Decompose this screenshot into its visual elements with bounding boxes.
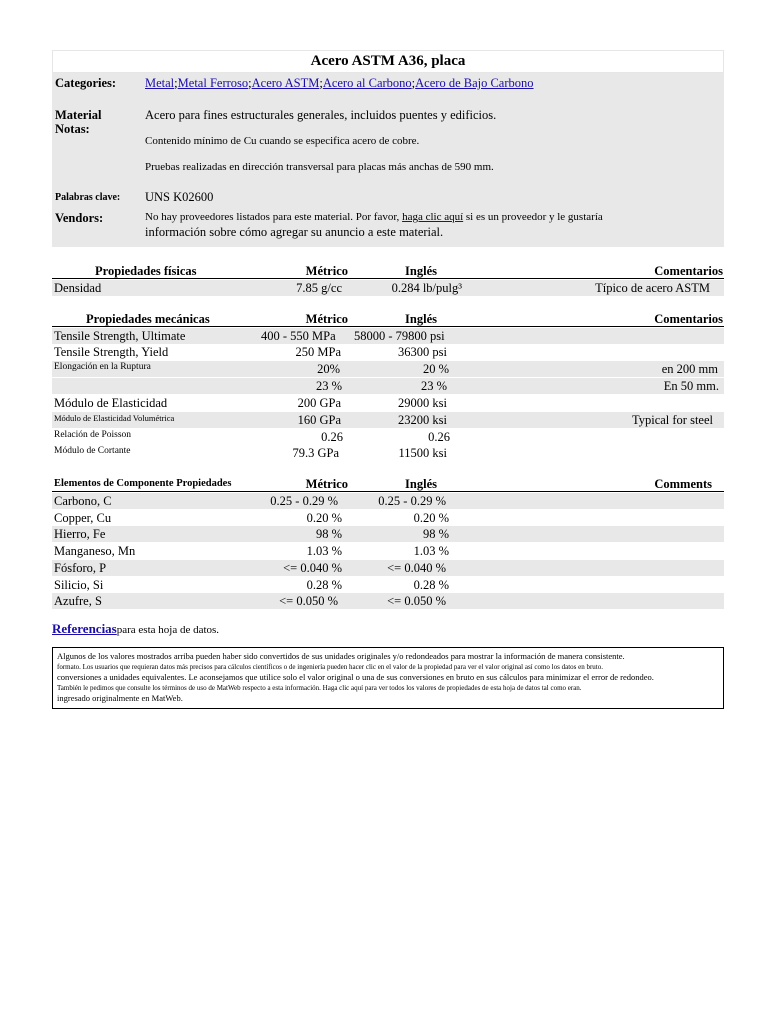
english-value[interactable]: 11500 ksi bbox=[398, 446, 447, 460]
note-3: Pruebas realizadas en dirección transversal para placas más anchas de 590 mm. bbox=[145, 161, 494, 173]
metric-value[interactable]: 1.03 % bbox=[306, 544, 342, 558]
english-value[interactable]: 23 % bbox=[420, 379, 447, 393]
metric-value[interactable]: 0.26 bbox=[321, 430, 343, 444]
metric-value[interactable]: 0.25 - 0.29 % bbox=[270, 494, 338, 508]
property-name: Módulo de Elasticidad bbox=[54, 396, 168, 410]
comment: en 200 mm bbox=[661, 362, 718, 376]
col-header-name: Elementos de Componente Propiedades bbox=[54, 478, 232, 489]
metric-value[interactable]: 250 MPa bbox=[295, 345, 341, 359]
comment: Typical for steel bbox=[631, 413, 713, 427]
element-name: Azufre, S bbox=[54, 594, 102, 608]
metric-value[interactable]: 7.85 g/cc bbox=[296, 281, 342, 295]
col-header-english: Inglés bbox=[405, 312, 437, 326]
vendors-text-line1 bbox=[145, 210, 720, 225]
disclaimer-line: Algunos de los valores mostrados arriba pueden haber sido convertidos de sus unidades originales y/o redondeados para mostrar la información de manera consistente. bbox=[57, 651, 625, 661]
material-info-panel bbox=[52, 73, 724, 247]
metric-value[interactable]: 20% bbox=[317, 362, 340, 376]
element-name: Copper, Cu bbox=[54, 511, 112, 525]
vendors-click-here-link[interactable]: haga clic aquí bbox=[402, 211, 464, 223]
table-row bbox=[52, 577, 724, 593]
note-2: Contenido mínimo de Cu cuando se especifica acero de cobre. bbox=[145, 135, 420, 147]
col-header-name: Propiedades mecánicas bbox=[86, 312, 210, 326]
english-value[interactable]: 0.28 % bbox=[413, 578, 449, 592]
element-name: Silicio, Si bbox=[54, 578, 104, 592]
table-row bbox=[52, 280, 724, 296]
col-header-english: Inglés bbox=[405, 264, 437, 278]
metric-value[interactable]: 98 % bbox=[315, 527, 342, 541]
category-link-ferrous[interactable]: Metal Ferroso bbox=[177, 76, 249, 90]
table-header bbox=[52, 263, 724, 279]
table-row bbox=[52, 510, 724, 526]
table-row bbox=[52, 328, 724, 344]
col-header-metric: Métrico bbox=[305, 264, 348, 278]
property-name: Relación de Poisson bbox=[54, 430, 132, 440]
property-name: Densidad bbox=[54, 281, 102, 295]
table-row bbox=[52, 560, 724, 576]
table-row bbox=[52, 412, 724, 428]
col-header-comments: Comentarios bbox=[654, 264, 723, 278]
table-row bbox=[52, 526, 724, 542]
disclaimer-line: ingresado originalmente en MatWeb. bbox=[57, 693, 183, 703]
english-value[interactable]: <= 0.050 % bbox=[387, 594, 446, 608]
table-header bbox=[52, 476, 724, 492]
metric-value[interactable]: 79.3 GPa bbox=[292, 446, 339, 460]
table-row bbox=[52, 445, 724, 461]
table-row bbox=[52, 593, 724, 609]
note-1: Acero para fines estructurales generales, incluidos puentes y edificios. bbox=[145, 108, 497, 122]
metric-value[interactable]: 200 GPa bbox=[297, 396, 341, 410]
english-value[interactable]: 1.03 % bbox=[413, 544, 449, 558]
disclaimer-line: formato. Los usuarios que requieran datos más precisos para cálculos científicos o de ingeniería pueden hacer clic en el valor de la propiedad para ver el valor original así como los datos en bruto. bbox=[57, 662, 603, 671]
property-name: Tensile Strength, Yield bbox=[54, 345, 169, 359]
table-header bbox=[52, 311, 724, 327]
keywords-value: UNS K02600 bbox=[145, 190, 214, 204]
metric-value[interactable]: <= 0.040 % bbox=[283, 561, 342, 575]
metric-value[interactable]: 23 % bbox=[315, 379, 342, 393]
element-name: Fósforo, P bbox=[54, 561, 107, 575]
col-header-comments: Comentarios bbox=[654, 312, 723, 326]
english-value[interactable]: 98 % bbox=[422, 527, 449, 541]
categories-label: Categories: bbox=[55, 76, 117, 90]
english-value[interactable]: 20 % bbox=[422, 362, 449, 376]
category-link-carbon-steel[interactable]: Acero al Carbono bbox=[322, 76, 412, 90]
table-row bbox=[52, 493, 724, 509]
datasheet-title: Acero ASTM A36, placa bbox=[52, 50, 724, 73]
english-value[interactable]: 0.284 lb/pulg³ bbox=[391, 281, 462, 295]
category-link-metal[interactable]: Metal bbox=[145, 76, 175, 90]
english-value[interactable]: 58000 - 79800 psi bbox=[354, 329, 445, 343]
english-value[interactable]: 29000 ksi bbox=[398, 396, 447, 410]
english-value[interactable]: 0.20 % bbox=[413, 511, 449, 525]
metric-value[interactable]: 0.28 % bbox=[306, 578, 342, 592]
property-name: Elongación en la Ruptura bbox=[54, 362, 151, 372]
vendors-text-pre: No hay proveedores listados para este material. Por favor, bbox=[145, 211, 403, 223]
table-row bbox=[52, 429, 724, 445]
categories-list: Metal;Metal Ferroso;Acero ASTM;Acero al Carbono;Acero de Bajo Carbono bbox=[145, 76, 534, 90]
vendors-text-line2: información sobre cómo agregar su anuncio a este material. bbox=[145, 225, 444, 239]
english-value[interactable]: 0.25 - 0.29 % bbox=[378, 494, 446, 508]
col-header-metric: Métrico bbox=[305, 312, 348, 326]
category-link-low-carbon-steel[interactable]: Acero de Bajo Carbono bbox=[415, 76, 534, 90]
element-name: Carbono, C bbox=[54, 494, 112, 508]
table-row bbox=[52, 361, 724, 377]
metric-value[interactable]: 400 - 550 MPa bbox=[261, 329, 336, 343]
category-link-astm-steel[interactable]: Acero ASTM bbox=[251, 76, 320, 90]
references-link[interactable]: Referencias bbox=[52, 621, 117, 636]
references-text: para esta hoja de datos. bbox=[116, 624, 220, 636]
keywords-label: Palabras clave: bbox=[55, 192, 121, 203]
property-name: Módulo de Elasticidad Volumétrica bbox=[54, 413, 175, 423]
element-name: Hierro, Fe bbox=[54, 527, 106, 541]
disclaimer-line[interactable]: También le pedimos que consulte los términos de uso de MatWeb respecto a esta información. Haga clic aquí para ver todos los valores de propiedades de esta hoja de datos tal como eran. bbox=[57, 683, 582, 692]
property-name: Módulo de Cortante bbox=[54, 446, 131, 456]
comment: Típico de acero ASTM bbox=[595, 281, 710, 295]
table-row bbox=[52, 378, 724, 394]
comment: En 50 mm. bbox=[663, 379, 719, 393]
col-header-name: Propiedades físicas bbox=[95, 264, 197, 278]
disclaimer-line: conversiones a unidades equivalentes. Le aconsejamos que utilice solo el valor original o una de sus conversiones en bruto en sus cálculos para minimizar el error de redondeo. bbox=[57, 672, 654, 682]
table-row bbox=[52, 344, 724, 360]
col-header-comments: Comments bbox=[654, 477, 712, 491]
english-value[interactable]: 36300 psi bbox=[398, 345, 447, 359]
table-row bbox=[52, 543, 724, 559]
vendors-text-post: si es un proveedor y le gustaría bbox=[463, 211, 603, 223]
property-name: Tensile Strength, Ultimate bbox=[54, 329, 186, 343]
notes-label-line2: Notas: bbox=[55, 122, 90, 136]
table-row bbox=[52, 395, 724, 411]
english-value[interactable]: 0.26 bbox=[428, 430, 450, 444]
metric-value[interactable]: 160 GPa bbox=[297, 413, 341, 427]
notes-label-line1: Material bbox=[55, 108, 102, 122]
element-name: Manganeso, Mn bbox=[54, 544, 136, 558]
vendors-label: Vendors: bbox=[55, 211, 104, 225]
col-header-english: Inglés bbox=[405, 477, 437, 491]
metric-value[interactable]: 0.20 % bbox=[306, 511, 342, 525]
metric-value[interactable]: <= 0.050 % bbox=[279, 594, 338, 608]
references-line bbox=[52, 621, 219, 637]
english-value[interactable]: 23200 ksi bbox=[398, 413, 447, 427]
english-value[interactable]: <= 0.040 % bbox=[387, 561, 446, 575]
col-header-metric: Métrico bbox=[305, 477, 348, 491]
disclaimer-box bbox=[52, 647, 724, 709]
